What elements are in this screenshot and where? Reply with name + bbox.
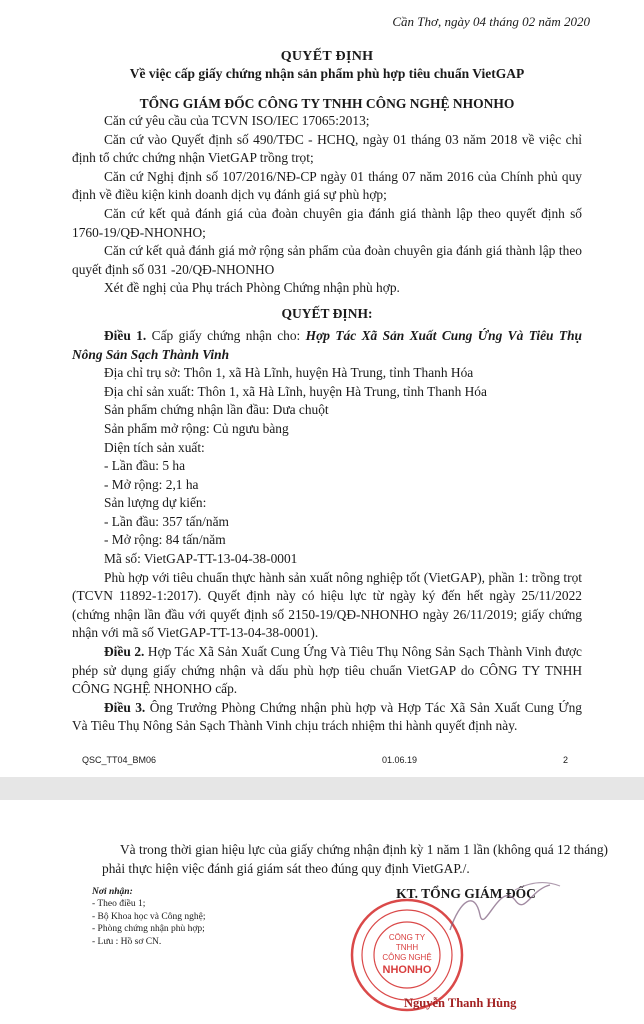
article-1 [72, 327, 582, 364]
detail-line: Diện tích sản xuất: [104, 439, 205, 455]
article-3-label: Điều 3. [104, 699, 146, 715]
certificate-details [72, 364, 582, 569]
decision-heading: QUYẾT ĐỊNH: [281, 305, 373, 321]
page-gap [0, 777, 644, 800]
ground-item: Căn cứ kết quả đánh giá mở rộng sản phẩm của đoàn chuyên gia đánh giá thành lập theo quyết định số 031 -20/QĐ-NHONHO [72, 243, 582, 277]
recipient-item: - Lưu : Hồ sơ CN. [92, 936, 162, 947]
handwritten-signature [420, 860, 570, 950]
detail-line: Sản phẩm chứng nhận lần đầu: Dưa chuột [104, 402, 329, 418]
article-3-text: Ông Trưởng Phòng Chứng nhận phù hợp và Hợp Tác Xã Sản Xuất Cung Ứng Và Tiêu Thụ Nông Sản Sạch Thành Vinh chịu trách nhiệm thi hành quyết định này. [72, 699, 582, 734]
detail-line: - Mở rộng: 84 tấn/năm [104, 532, 226, 548]
legal-grounds [72, 112, 582, 298]
form-version: 01.06.19 [381, 755, 418, 765]
detail-line: Địa chỉ trụ sở: Thôn 1, xã Hà Lĩnh, huyện Hà Trung, tỉnh Thanh Hóa [104, 365, 474, 381]
conformity-paragraph: Phù hợp với tiêu chuẩn thực hành sản xuất nông nghiệp tốt (VietGAP), phần 1: trồng trọt (TCVN 11892-1:2017). Quyết định này có hiệu lực từ ngày ký đến hết ngày 25/11/2022 (chứng nhận lần đầu với quyết định số 2150-19/QĐ-NHONHO ngày 26/11/2019; giấy chứng nhận với mã số VietGAP-TT-13-04-38-0001). [72, 569, 582, 641]
recipient-item: - Bộ Khoa học và Công nghệ; [92, 911, 206, 922]
issuer-title: TỔNG GIÁM ĐỐC CÔNG TY TNHH CÔNG NGHỆ NHONHO [139, 96, 515, 111]
detail-line: Sản lượng dự kiến: [104, 495, 207, 511]
article-1-label: Điều 1. [104, 327, 147, 343]
stamp-line: TNHH [395, 943, 419, 952]
detail-line: - Mở rộng: 2,1 ha [104, 476, 199, 492]
article-2-label: Điều 2. [104, 644, 145, 660]
stamp-line: CÔNG NGHỆ [382, 953, 432, 962]
recipients-heading: Nơi nhận: [92, 887, 133, 897]
decision-title: QUYẾT ĐỊNH [280, 49, 374, 64]
stamp-line: NHONHO [382, 964, 432, 976]
ground-item: Căn cứ vào Quyết định số 490/TĐC - HCHQ, ngày 01 tháng 03 năm 2018 về việc chỉ định tổ chức chứng nhận VietGAP trồng trọt; [72, 131, 582, 166]
cooperative-name: Hợp Tác Xã Sản Xuất Cung Ứng Và Tiêu Thụ Nông Sản Sạch Thành Vinh [72, 327, 582, 362]
article-2-text: Hợp Tác Xã Sản Xuất Cung Ứng Và Tiêu Thụ Nông Sản Sạch Thành Vinh được phép sử dụng giấy chứng nhận và dấu phù hợp tiêu chuẩn VietGAP do CÔNG TY TNHH CÔNG NGHỆ NHONHO cấp. [72, 644, 582, 697]
ground-item: Xét đề nghị của Phụ trách Phòng Chứng nhận phù hợp. [104, 280, 400, 296]
recipient-item: - Phòng chứng nhận phù hợp; [92, 924, 205, 935]
stamp-line: CÔNG TY [388, 933, 426, 942]
ground-item: Căn cứ yêu cầu của TCVN ISO/IEC 17065:2013; [104, 113, 370, 128]
form-code: QSC_TT04_BM06 [82, 755, 157, 765]
detail-line: Địa chỉ sản xuất: Thôn 1, xã Hà Lĩnh, huyện Hà Trung, tỉnh Thanh Hóa [104, 383, 487, 399]
ground-item: Căn cứ Nghị định số 107/2016/NĐ-CP ngày 01 tháng 07 năm 2016 của Chính phủ quy định về điều kiện kinh doanh dịch vụ đánh giá sự phù hợp; [72, 168, 582, 203]
detail-line: - Lần đầu: 5 ha [104, 458, 186, 474]
detail-line: Mã số: VietGAP-TT-13-04-38-0001 [104, 551, 298, 567]
ground-item: Căn cứ kết quả đánh giá của đoàn chuyên gia đánh giá thành lập theo quyết định số 1760-19/QĐ-NHONHO; [72, 205, 582, 240]
article-2 [72, 643, 582, 699]
page-number: 2 [562, 755, 568, 765]
decision-subtitle: Về việc cấp giấy chứng nhận sản phẩm phù hợp tiêu chuẩn VietGAP [129, 66, 525, 81]
article-1-text: Cấp giấy chứng nhận cho: [146, 327, 306, 343]
detail-line: Sản phẩm mở rộng: Củ ngưu bàng [104, 420, 289, 436]
signer-name: Nguyễn Thanh Hùng [404, 996, 517, 1010]
supervision-paragraph: Và trong thời gian hiệu lực của giấy chứng nhận định kỳ 1 năm 1 lần (không quá 12 tháng) phải thực hiện việc đánh giá giám sát theo đúng quy định VietGAP./. [102, 842, 608, 876]
recipients-list [92, 886, 205, 948]
recipient-item: - Theo điều 1; [92, 899, 146, 910]
signer-title: KT. TỔNG GIÁM ĐỐC [396, 886, 536, 901]
article-3 [72, 699, 582, 736]
detail-line: - Lần đầu: 357 tấn/năm [104, 513, 229, 529]
page-footer [82, 755, 568, 765]
issue-date: Cần Thơ, ngày 04 tháng 02 năm 2020 [392, 14, 590, 29]
